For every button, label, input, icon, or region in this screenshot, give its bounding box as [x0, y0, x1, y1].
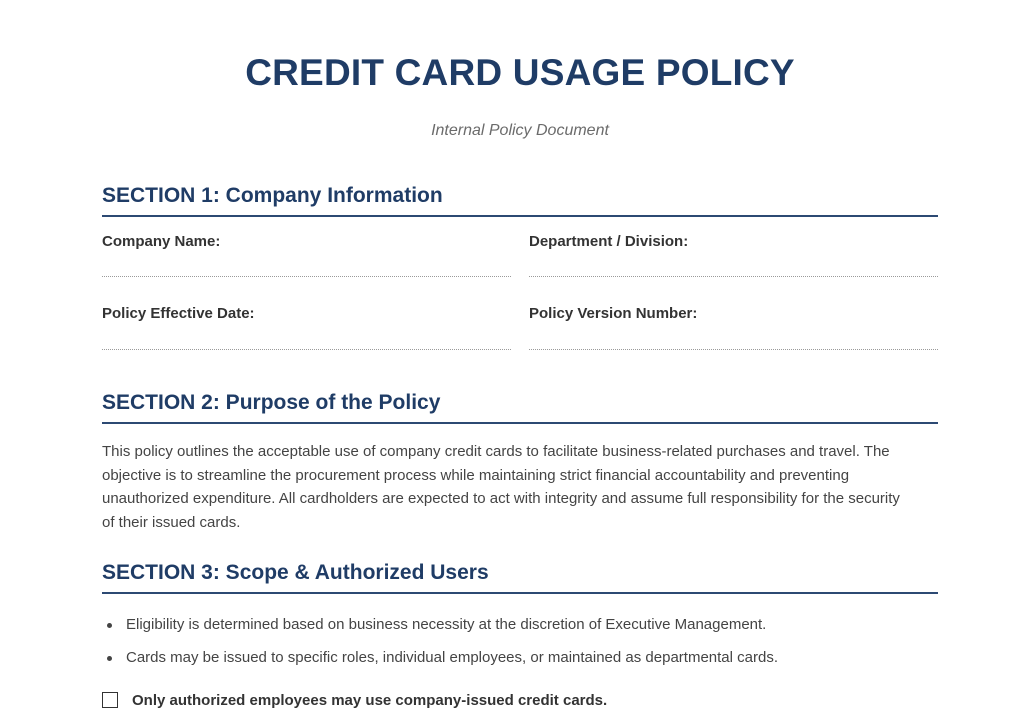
- purpose-paragraph: [102, 440, 942, 534]
- purpose-line: objective is to streamline the procurement process while maintaining strict financial accountability and preventing: [102, 466, 850, 484]
- version-number-field[interactable]: [529, 349, 938, 350]
- purpose-line: unauthorized expenditure. All cardholders are expected to act with integrity and assume full responsibility for the security: [102, 490, 900, 507]
- effective-date-label: Policy Effective Date:: [102, 305, 255, 322]
- document-subtitle: Internal Policy Document: [431, 122, 609, 139]
- purpose-line: of their issued cards.: [102, 513, 241, 531]
- section-3-heading: SECTION 3: Scope & Authorized Users: [102, 561, 938, 594]
- company-name-label: Company Name:: [102, 233, 221, 250]
- effective-date-field[interactable]: [102, 349, 511, 350]
- version-number-label: Policy Version Number:: [529, 305, 698, 322]
- department-label: Department / Division:: [529, 233, 689, 250]
- list-item: [102, 647, 938, 680]
- department-field[interactable]: [529, 276, 938, 277]
- authorized-use-checkbox-row[interactable]: [102, 689, 607, 711]
- section-2-heading: SECTION 2: Purpose of the Policy: [102, 391, 938, 424]
- bullet-icon: [107, 656, 112, 661]
- list-item: [102, 614, 938, 647]
- section-1-heading: SECTION 1: Company Information: [102, 184, 938, 217]
- authorized-use-checkbox[interactable]: [102, 692, 118, 708]
- company-name-field[interactable]: [102, 276, 511, 277]
- document-title: CREDIT CARD USAGE POLICY: [245, 52, 795, 93]
- scope-bullet-list: [102, 614, 938, 680]
- authorized-use-label: Only authorized employees may use company-issued credit cards.: [132, 691, 608, 709]
- purpose-line: This policy outlines the acceptable use of company credit cards to facilitate business-related purchases and travel. The: [102, 443, 890, 460]
- list-item-text: Eligibility is determined based on business necessity at the discretion of Executive Management.: [126, 616, 767, 633]
- bullet-icon: [107, 623, 112, 628]
- list-item-text: Cards may be issued to specific roles, individual employees, or maintained as departmental cards.: [126, 649, 778, 666]
